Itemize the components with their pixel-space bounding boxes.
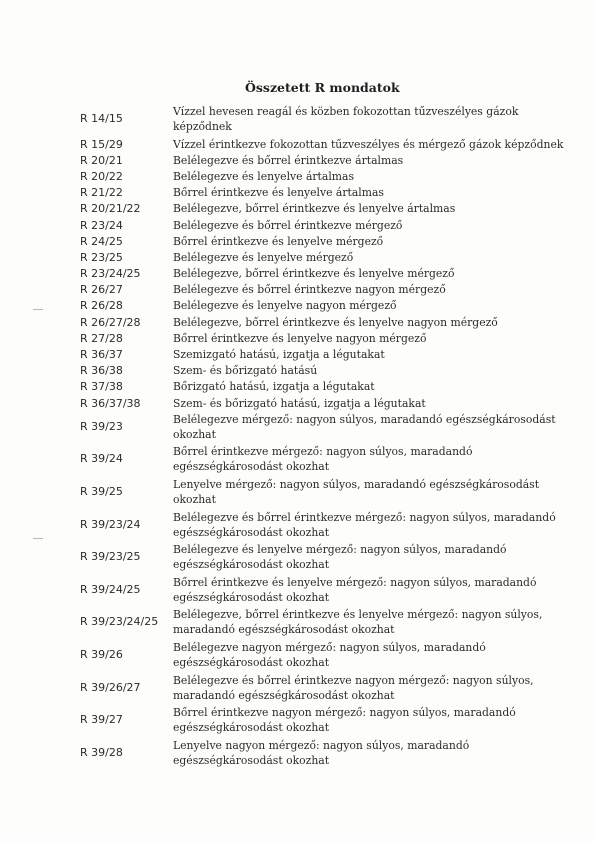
r-phrase-row (0, 266, 596, 282)
r-phrase-row (0, 201, 596, 217)
r-phrase-description-line: Lenyelve nagyon mérgező: nagyon súlyos, maradandó (173, 738, 470, 752)
r-phrase-code: R 24/25 (80, 234, 123, 248)
r-phrase-description-line: Bőrizgató hatású, izgatja a légutakat (173, 380, 375, 394)
r-phrase-code: R 39/27 (80, 713, 123, 727)
r-phrase-description (173, 185, 553, 200)
r-phrase-row (0, 705, 596, 738)
r-phrase-code: R 23/24 (80, 218, 123, 232)
r-phrase-description (173, 201, 553, 216)
r-phrase-description-line: egészségkárosodást okozhat (173, 558, 330, 572)
r-phrase-code: R 39/23/25 (80, 550, 141, 564)
r-phrase-description-line: Bőrrel érintkezve nagyon mérgező: nagyon súlyos, maradandó (173, 706, 516, 720)
r-phrase-description-line: Bőrrel érintkezve és lenyelve nagyon mérgező (173, 331, 427, 345)
r-phrase-description (173, 673, 553, 703)
r-phrase-description-line: Belélegezve és bőrrel érintkezve nagyon mérgező: nagyon súlyos, (173, 673, 534, 687)
r-phrase-description (173, 137, 564, 152)
r-phrase-row (0, 218, 596, 234)
r-phrase-description (173, 396, 553, 411)
r-phrase-code: R 36/38 (80, 364, 123, 378)
r-phrase-description (173, 510, 556, 540)
r-phrase-description (173, 282, 553, 297)
r-phrase-description-line: Szem- és bőrizgató hatású (173, 364, 318, 378)
r-phrase-code: R 39/23/24/25 (80, 615, 159, 629)
r-phrase-description-line: Belélegezve mérgező: nagyon súlyos, maradandó egészségkárosodást (173, 412, 556, 426)
r-phrase-description-line: Belélegezve, bőrrel érintkezve és lenyelve ártalmas (173, 202, 456, 216)
r-phrase-code: R 39/26 (80, 647, 123, 661)
r-phrase-description-line: Belélegezve és lenyelve ártalmas (173, 169, 354, 183)
r-phrase-description-line: képződnek (173, 120, 232, 133)
r-phrase-description (173, 607, 553, 637)
r-phrase-description (173, 363, 553, 378)
r-phrase-code: R 21/22 (80, 186, 123, 200)
r-phrase-row (0, 137, 596, 153)
r-phrase-description (173, 575, 553, 605)
r-phrase-code: R 26/27 (80, 283, 123, 297)
r-phrase-code: R 23/25 (80, 250, 123, 264)
r-phrase-description (173, 738, 553, 768)
r-phrase-code: R 20/21 (80, 153, 123, 167)
r-phrase-list (0, 104, 596, 770)
r-phrase-description-line: Bőrrel érintkezve mérgező: nagyon súlyos, maradandó (173, 445, 473, 459)
r-phrase-description-line: Belélegezve és bőrrel érintkezve mérgező (173, 218, 403, 232)
r-phrase-code: R 39/26/27 (80, 680, 141, 694)
r-phrase-description-line: maradandó egészségkárosodást okozhat (173, 623, 395, 637)
r-phrase-row (0, 153, 596, 169)
r-phrase-description (173, 477, 553, 507)
r-phrase-row (0, 510, 596, 543)
r-phrase-code: R 39/23 (80, 419, 123, 433)
r-phrase-code: R 39/24 (80, 452, 123, 466)
r-phrase-code: R 26/27/28 (80, 315, 141, 329)
r-phrase-description-line: egészségkárosodást okozhat (173, 525, 330, 539)
r-phrase-row (0, 298, 596, 314)
r-phrase-code: R 39/28 (80, 745, 123, 759)
r-phrase-code: R 36/37/38 (80, 396, 141, 410)
r-phrase-description-line: Belélegezve és bőrrel érintkezve ártalmas (173, 153, 404, 167)
r-phrase-row (0, 234, 596, 250)
r-phrase-description-line: okozhat (173, 427, 216, 441)
r-phrase-description-line: Vízzel érintkezve fokozottan tűzveszélyes és mérgező gázok képződnek (173, 137, 564, 151)
r-phrase-description-line: Belélegezve és lenyelve mérgező (173, 250, 354, 264)
r-phrase-description-line: Bőrrel érintkezve és lenyelve mérgező (173, 234, 384, 248)
r-phrase-row (0, 542, 596, 575)
r-phrase-row (0, 412, 596, 445)
r-phrase-row (0, 396, 596, 412)
r-phrase-row (0, 331, 596, 347)
r-phrase-row (0, 673, 596, 706)
r-phrase-description (173, 444, 553, 474)
r-phrase-description-line: egészségkárosodást okozhat (173, 460, 330, 474)
page-title: Összetett R mondatok (245, 80, 400, 95)
r-phrase-row (0, 379, 596, 395)
r-phrase-row (0, 169, 596, 185)
r-phrase-description-line: Belélegezve, bőrrel érintkezve és lenyelve nagyon mérgező (173, 315, 498, 329)
r-phrase-description (173, 331, 553, 346)
r-phrase-row (0, 250, 596, 266)
r-phrase-description (173, 153, 553, 168)
r-phrase-description (173, 705, 553, 735)
r-phrase-code: R 26/28 (80, 299, 123, 313)
r-phrase-code: R 39/24/25 (80, 582, 141, 596)
r-phrase-code: R 20/22 (80, 169, 123, 183)
r-phrase-description-line: Belélegezve nagyon mérgező: nagyon súlyos, maradandó (173, 640, 486, 654)
r-phrase-row (0, 738, 596, 771)
r-phrase-description-line: Bőrrel érintkezve és lenyelve ártalmas (173, 186, 384, 200)
r-phrase-description (173, 315, 553, 330)
r-phrase-description-line: Vízzel hevesen reagál és közben fokozottan tűzveszélyes gázok (173, 105, 519, 118)
r-phrase-code: R 23/24/25 (80, 267, 141, 281)
r-phrase-code: R 27/28 (80, 331, 123, 345)
r-phrase-description (173, 104, 553, 134)
r-phrase-row (0, 104, 596, 137)
r-phrase-description-line: egészségkárosodást okozhat (173, 590, 330, 604)
r-phrase-description (173, 266, 553, 281)
r-phrase-description-line: Belélegezve és lenyelve mérgező: nagyon súlyos, maradandó (173, 543, 507, 557)
r-phrase-code: R 37/38 (80, 380, 123, 394)
r-phrase-description (173, 412, 556, 442)
r-phrase-row (0, 282, 596, 298)
r-phrase-description (173, 347, 553, 362)
r-phrase-description (173, 234, 553, 249)
r-phrase-row (0, 363, 596, 379)
r-phrase-description-line: Belélegezve és lenyelve nagyon mérgező (173, 299, 397, 313)
r-phrase-description (173, 640, 553, 670)
r-phrase-description-line: egészségkárosodást okozhat (173, 721, 330, 735)
r-phrase-description-line: Lenyelve mérgező: nagyon súlyos, maradandó egészségkárosodást (173, 477, 540, 491)
r-phrase-description (173, 298, 553, 313)
r-phrase-row (0, 444, 596, 477)
r-phrase-description-line: Belélegezve, bőrrel érintkezve és lenyelve mérgező: nagyon súlyos, (173, 608, 543, 622)
r-phrase-description-line: Bőrrel érintkezve és lenyelve mérgező: nagyon súlyos, maradandó (173, 575, 537, 589)
r-phrase-description-line: egészségkárosodást okozhat (173, 655, 330, 669)
r-phrase-description-line: maradandó egészségkárosodást okozhat (173, 688, 395, 702)
r-phrase-row (0, 640, 596, 673)
r-phrase-description-line: Szem- és bőrizgató hatású, izgatja a légutakat (173, 396, 426, 410)
r-phrase-description (173, 542, 553, 572)
r-phrase-description (173, 250, 553, 265)
r-phrase-row (0, 575, 596, 608)
r-phrase-row (0, 477, 596, 510)
r-phrase-row (0, 347, 596, 363)
r-phrase-code: R 36/37 (80, 348, 123, 362)
r-phrase-description-line: Belélegezve, bőrrel érintkezve és lenyelve mérgező (173, 267, 455, 281)
r-phrase-row (0, 607, 596, 640)
r-phrase-description-line: okozhat (173, 492, 216, 506)
r-phrase-row (0, 185, 596, 201)
r-phrase-description-line: egészségkárosodást okozhat (173, 753, 330, 767)
r-phrase-code: R 14/15 (80, 112, 123, 125)
r-phrase-description-line: Belélegezve és bőrrel érintkezve mérgező: nagyon súlyos, maradandó (173, 510, 556, 524)
r-phrase-description-line: Belélegezve és bőrrel érintkezve nagyon mérgező (173, 283, 446, 297)
r-phrase-row (0, 315, 596, 331)
r-phrase-description-line: Szemizgató hatású, izgatja a légutakat (173, 348, 385, 362)
r-phrase-code: R 39/25 (80, 484, 123, 498)
r-phrase-description (173, 379, 553, 394)
r-phrase-code: R 39/23/24 (80, 517, 141, 531)
r-phrase-description (173, 169, 553, 184)
r-phrase-code: R 15/29 (80, 137, 123, 151)
r-phrase-description (173, 218, 553, 233)
r-phrase-code: R 20/21/22 (80, 202, 141, 216)
